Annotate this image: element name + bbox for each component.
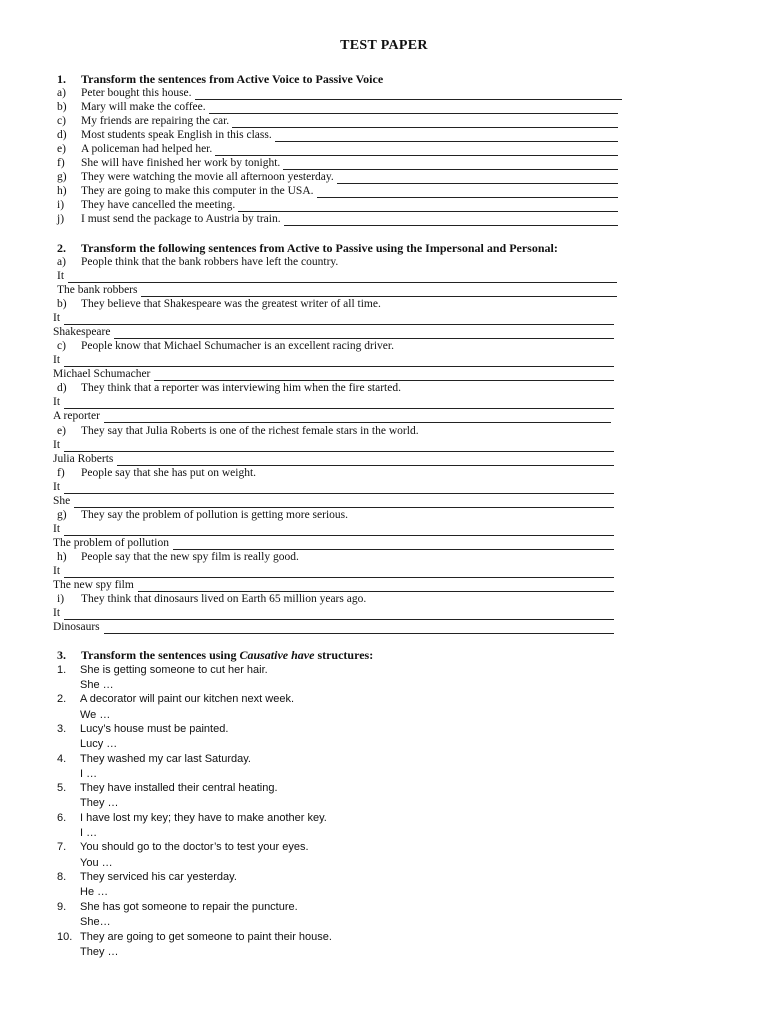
s3-answer-6[interactable]: I … <box>80 827 98 839</box>
answer-line[interactable] <box>64 355 614 367</box>
answer-line[interactable] <box>275 130 618 142</box>
s3-answer-1[interactable]: She … <box>80 679 114 691</box>
section-2-number: 2. <box>57 241 66 255</box>
answer-line[interactable] <box>64 482 614 494</box>
answer-line[interactable] <box>64 313 614 325</box>
answer-line[interactable] <box>337 172 618 184</box>
s1-item-b: b) Mary will make the coffee. <box>57 100 618 114</box>
answer-line[interactable] <box>284 214 618 226</box>
s2-b-personal: Shakespeare <box>53 325 614 339</box>
answer-line[interactable] <box>138 580 614 592</box>
answer-line[interactable] <box>154 369 614 381</box>
s2-c-impersonal: It <box>53 353 614 367</box>
s2-c-personal: Michael Schumacher <box>53 367 614 381</box>
s2-b-impersonal: It <box>53 311 614 325</box>
s2-d-impersonal: It <box>53 395 614 409</box>
s2-g-personal: The problem of pollution <box>53 536 614 550</box>
s1-item-g: g) They were watching the movie all afternoon yesterday. <box>57 170 618 184</box>
answer-line[interactable] <box>104 411 611 423</box>
s3-answer-7[interactable]: You … <box>80 857 113 869</box>
s1-item-h: h) They are going to make this computer in the USA. <box>57 184 618 198</box>
s3-answer-5[interactable]: They … <box>80 797 119 809</box>
s3-answer-9[interactable]: She… <box>80 916 111 928</box>
s2-item-g: g) They say the problem of pollution is getting more serious. <box>57 509 349 521</box>
answer-line[interactable] <box>215 144 618 156</box>
answer-line[interactable] <box>117 454 614 466</box>
s2-a-personal: The bank robbers <box>57 283 617 297</box>
answer-line[interactable] <box>173 538 614 550</box>
section-2-title: Transform the following sentences from Active to Passive using the Impersonal and Personal: <box>81 241 558 255</box>
page-title: TEST PAPER <box>340 38 428 53</box>
s2-e-personal: Julia Roberts <box>53 452 614 466</box>
s3-item-2: 2. A decorator will paint our kitchen next week. <box>57 693 295 705</box>
s1-item-d: d) Most students speak English in this class. <box>57 128 618 142</box>
answer-line[interactable] <box>104 622 614 634</box>
answer-line[interactable] <box>141 285 617 297</box>
s3-answer-2[interactable]: We … <box>80 709 111 721</box>
s2-d-personal: A reporter <box>53 409 611 423</box>
answer-line[interactable] <box>317 186 618 198</box>
s1-item-c: c) My friends are repairing the car. <box>57 114 618 128</box>
s2-item-f: f) People say that she has put on weight. <box>57 467 257 479</box>
s2-g-impersonal: It <box>53 522 614 536</box>
answer-line[interactable] <box>209 102 618 114</box>
section-1-number: 1. <box>57 72 66 86</box>
s3-item-7: 7. You should go to the doctor’s to test your eyes. <box>57 841 309 853</box>
s3-item-10: 10. They are going to get someone to paint their house. <box>57 931 332 943</box>
section-1-heading <box>57 72 383 86</box>
s2-e-impersonal: It <box>53 438 614 452</box>
s2-item-e: e) They say that Julia Roberts is one of the richest female stars in the world. <box>57 425 419 437</box>
answer-line[interactable] <box>64 566 614 578</box>
s3-item-6: 6. I have lost my key; they have to make another key. <box>57 812 327 824</box>
s2-item-d: d) They think that a reporter was interviewing him when the fire started. <box>57 382 401 394</box>
answer-line[interactable] <box>68 271 617 283</box>
s2-item-i: i) They think that dinosaurs lived on Earth 65 million years ago. <box>57 593 367 605</box>
s2-item-a: a) People think that the bank robbers have left the country. <box>57 256 339 268</box>
s2-i-impersonal: It <box>53 606 614 620</box>
s3-item-8: 8. They serviced his car yesterday. <box>57 871 237 883</box>
section-3-number: 3. <box>57 648 66 662</box>
section-2-heading <box>57 241 558 255</box>
s2-f-personal: She <box>53 494 614 508</box>
s3-item-1: 1. She is getting someone to cut her hair. <box>57 664 268 676</box>
s2-f-impersonal: It <box>53 480 614 494</box>
s1-item-j: j) I must send the package to Austria by train. <box>57 212 618 226</box>
s2-item-c: c) People know that Michael Schumacher is an excellent racing driver. <box>57 340 394 352</box>
s3-item-4: 4. They washed my car last Saturday. <box>57 753 251 765</box>
section-1-title: Transform the sentences from Active Voice to Passive Voice <box>81 72 384 86</box>
s1-item-a: a) Peter bought this house. <box>57 86 622 100</box>
answer-line[interactable] <box>283 158 618 170</box>
answer-line[interactable] <box>232 116 618 128</box>
answer-line[interactable] <box>64 608 614 620</box>
s3-item-9: 9. She has got someone to repair the puncture. <box>57 901 298 913</box>
answer-line[interactable] <box>114 327 614 339</box>
s3-answer-8[interactable]: He … <box>80 886 109 898</box>
s1-item-f: f) She will have finished her work by tonight. <box>57 156 618 170</box>
s1-item-e: e) A policeman had helped her. <box>57 142 618 156</box>
s2-a-impersonal: It <box>57 269 617 283</box>
s3-answer-4[interactable]: I … <box>80 768 98 780</box>
answer-line[interactable] <box>64 397 614 409</box>
s3-item-3: 3. Lucy’s house must be painted. <box>57 723 229 735</box>
section-3-heading: 3. Transform the sentences using Causative have structures: <box>57 648 374 662</box>
s2-item-b: b) They believe that Shakespeare was the greatest writer of all time. <box>57 298 381 310</box>
s3-item-5: 5. They have installed their central heating. <box>57 782 278 794</box>
s2-h-impersonal: It <box>53 564 614 578</box>
answer-line[interactable] <box>64 524 614 536</box>
answer-line[interactable] <box>74 496 614 508</box>
s3-answer-10[interactable]: They … <box>80 946 119 958</box>
answer-line[interactable] <box>238 200 618 212</box>
answer-line[interactable] <box>195 88 622 100</box>
s2-h-personal: The new spy film <box>53 578 614 592</box>
s2-item-h: h) People say that the new spy film is really good. <box>57 551 299 563</box>
s3-answer-3[interactable]: Lucy … <box>80 738 118 750</box>
s1-item-i: i) They have cancelled the meeting. <box>57 198 618 212</box>
answer-line[interactable] <box>64 440 614 452</box>
causative-have-term: Causative have <box>239 648 315 662</box>
s2-i-personal: Dinosaurs <box>53 620 614 634</box>
